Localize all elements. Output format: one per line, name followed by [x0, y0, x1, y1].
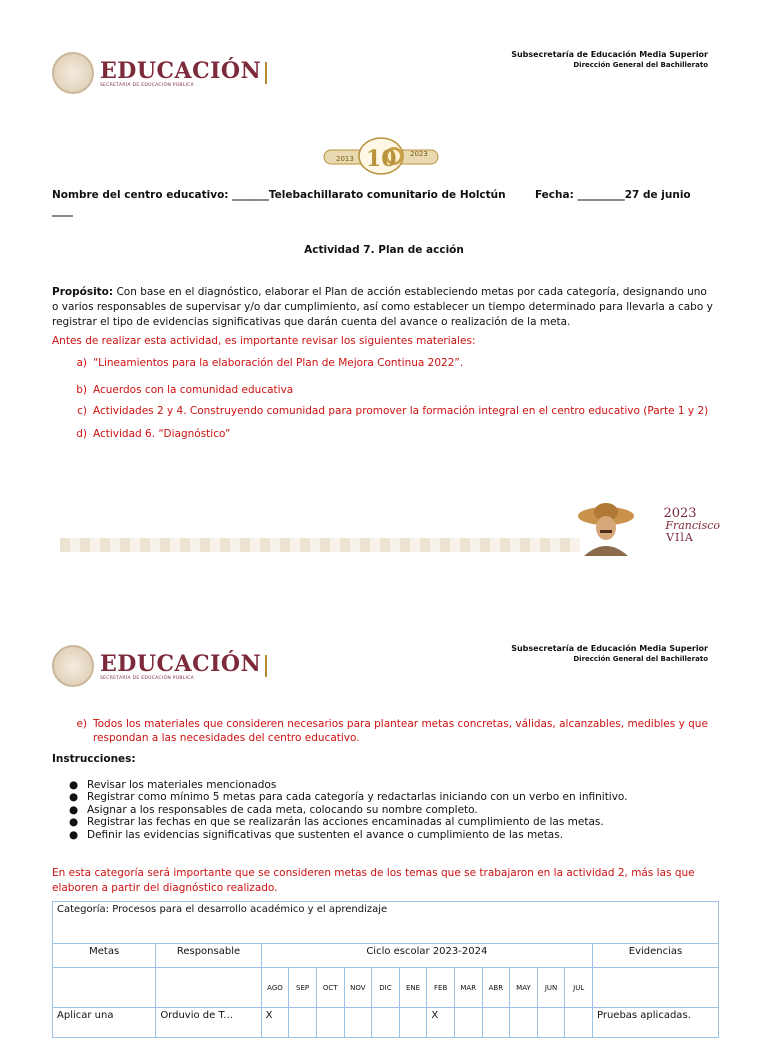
page-title: Actividad 7. Plan de acción [304, 244, 464, 256]
plan-accion-table [52, 901, 719, 1038]
mark-ago: X [261, 1008, 289, 1038]
portrait-illustration-icon [576, 500, 636, 556]
materiales-intro: Antes de realizar esta actividad, es importante revisar los siguientes materiales: [52, 335, 476, 347]
sep-logo [52, 645, 267, 687]
centro-line [52, 188, 716, 203]
month-jul: JUL [565, 968, 593, 1008]
month-jun: JUN [537, 968, 565, 1008]
list-item: ● Asignar a los responsables de cada meta, colocando su nombre completo. [69, 803, 478, 816]
materiales-list-cont [52, 717, 716, 745]
instrucciones-label: Instrucciones: [52, 753, 136, 765]
proposito-paragraph [52, 285, 716, 330]
subsecretaria-label: Subsecretaría de Educación Media Superior [511, 50, 708, 59]
list-item: ● Revisar los materiales mencionados [69, 779, 277, 791]
table-row [53, 1008, 719, 1038]
villa-2023-logo [640, 508, 720, 544]
anniv-number: 10 [366, 146, 397, 172]
col-responsable: Responsable [156, 944, 261, 968]
list-item: ● Registrar las fechas en que se realizarán las acciones encaminadas al cumplimiento de las metas. [69, 816, 604, 829]
categoria-cell: Categoría: Procesos para el desarrollo académico y el aprendizaje [53, 902, 719, 944]
month-oct: OCT [316, 968, 344, 1008]
national-seal-icon [52, 645, 94, 687]
national-seal-icon [52, 52, 94, 94]
evidencias-cell: Pruebas aplicadas. [592, 1008, 718, 1038]
centro-label: Nombre del centro educativo: [52, 189, 229, 201]
materiales-list [52, 356, 716, 441]
fecha-value: _________27 de junio [577, 189, 691, 201]
instrucciones-list [52, 779, 716, 841]
month-abr: ABR [482, 968, 510, 1008]
categoria-nota: En esta categoría será importante que se consideren metas de los temas que se trabajaron en la actividad 2, más las que elaboren a partir del diagnóstico realizado. [52, 867, 695, 894]
sep-logo [52, 52, 267, 94]
centro-value: _______Telebachillarato comunitario de Holctún [232, 189, 506, 201]
decorative-border [60, 538, 580, 552]
responsable-cell: Orduvio de T... [156, 1008, 261, 1038]
list-item: c) Actividades 2 y 4. Construyendo comunidad para promover la formación integral en el centro educativo (Parte 1 y 2) [77, 405, 709, 417]
list-item: ● Registrar como mínimo 5 metas para cada categoría y redactarlas iniciando con un verbo en infinitivo. [69, 791, 628, 804]
logo-word: EDUCACIÓN [100, 57, 262, 84]
fecha-label: Fecha: [534, 189, 574, 201]
logo-subtitle: SECRETARÍA DE EDUCACIÓN PÚBLICA [100, 82, 194, 88]
plan-table-wrap [52, 901, 719, 1038]
list-item: b) Acuerdos con la comunidad educativa [76, 384, 294, 396]
anniv-year-right: 2023 [410, 150, 428, 158]
logo-subtitle: SECRETARÍA DE EDUCACIÓN PÚBLICA [100, 675, 194, 681]
proposito-text: Con base en el diagnóstico, elaborar el Plan de acción estableciendo metas por cada categoría, designando uno o varios responsables de supervisar y/o dar cumplimiento, así como establecer un tiempo determinado para llevarla a cabo y registrar el tipo de evidencias significativas que darán cuenta del avance o realización de la meta. [52, 286, 713, 328]
header-institution [511, 50, 708, 70]
meta-cell: Aplicar una [53, 1008, 156, 1038]
direccion-label: Dirección General del Bachillerato [573, 655, 708, 663]
header-institution [511, 644, 708, 664]
month-may: MAY [510, 968, 538, 1008]
month-dic: DIC [372, 968, 400, 1008]
list-item: a) “Lineamientos para la elaboración del Plan de Mejora Continua 2022”. [76, 357, 464, 369]
month-ago: AGO [261, 968, 289, 1008]
list-item: ● Definir las evidencias significativas que sustenten el avance o cumplimiento de las metas. [69, 828, 564, 841]
direccion-label: Dirección General del Bachillerato [573, 61, 708, 69]
month-feb: FEB [427, 968, 455, 1008]
subsecretaria-label: Subsecretaría de Educación Media Superior [511, 644, 708, 653]
banner-year: 2023 [663, 506, 697, 521]
list-item: e) Todos los materiales que consideren necesarios para plantear metas concretas, válidas, alcanzables, medibles y que respondan a las necesidades del centro educativo. [76, 718, 708, 744]
mark-feb: X [427, 1008, 455, 1038]
month-ene: ENE [399, 968, 427, 1008]
month-sep: SEP [289, 968, 317, 1008]
col-ciclo: Ciclo escolar 2023-2024 [261, 944, 592, 968]
col-metas: Metas [53, 944, 156, 968]
col-evidencias: Evidencias [592, 944, 718, 968]
month-nov: NOV [344, 968, 372, 1008]
banner-name2: VIlA [666, 531, 694, 544]
anniv-year-left: 2013 [336, 155, 354, 163]
anniversary-logo [322, 136, 440, 176]
month-mar: MAR [454, 968, 482, 1008]
proposito-label: Propósito: [52, 286, 114, 298]
list-item: d) Actividad 6. “Diagnóstico” [76, 428, 231, 440]
logo-word: EDUCACIÓN [100, 650, 262, 677]
banner-name1: Francisco [665, 519, 720, 532]
centro-tail: ____ [52, 205, 73, 217]
